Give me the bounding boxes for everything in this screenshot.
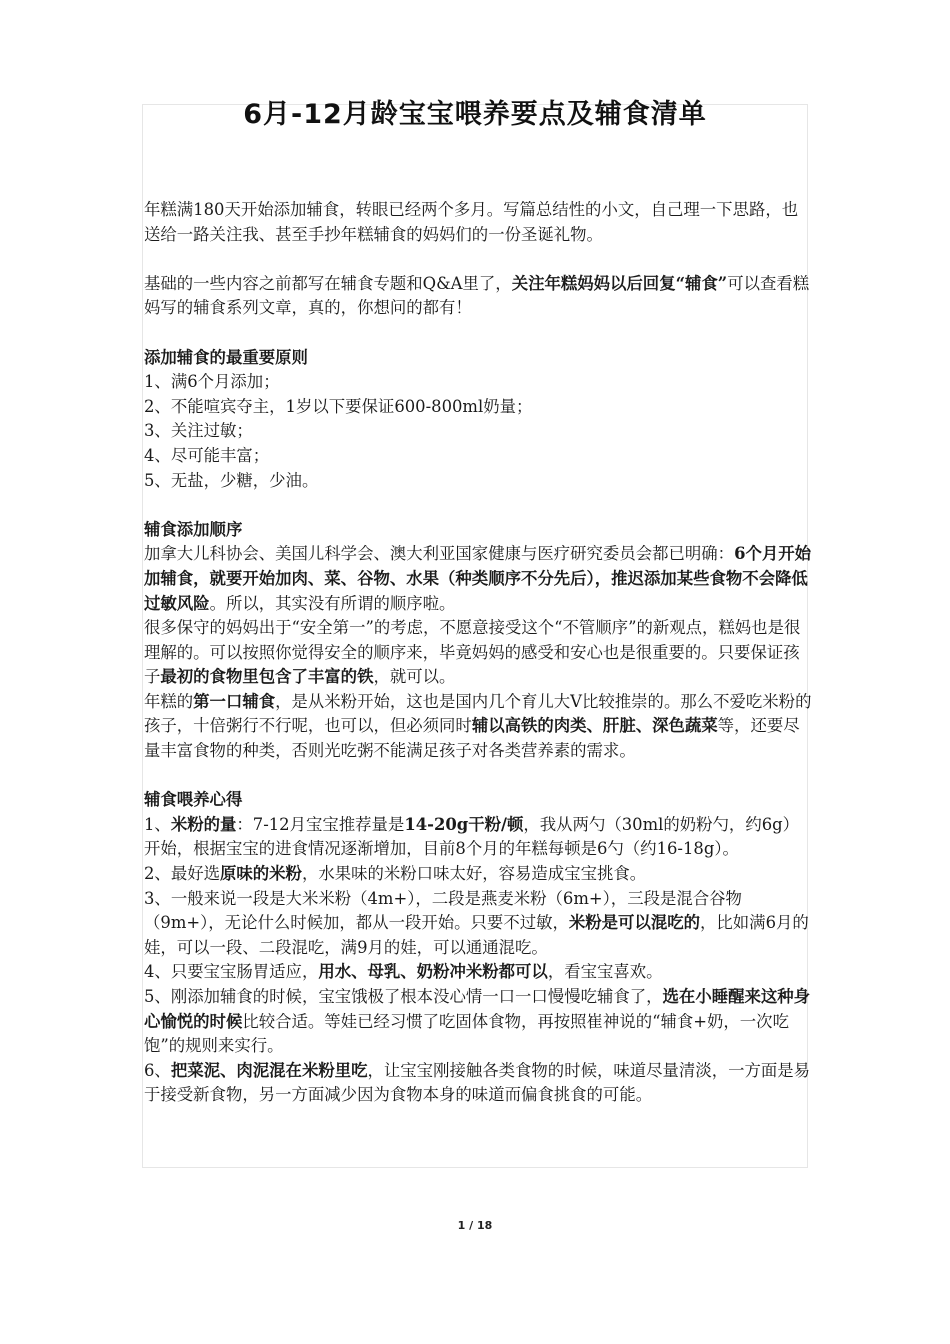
tip-4-text-a: 4、只要宝宝肠胃适应， <box>144 962 319 982</box>
tip-5-text-b: 比较合适。等娃已经习惯了吃固体食物，再按照崔神说的“辅食+奶，一次吃饱”的规则来实行。 <box>144 1011 789 1056</box>
tip-3-text-a: 3、一般来说一段是大米米粉（4m+），二段是燕麦米粉（6m+），三段是混合谷物（9m+），无论什么时候加，都从一段开始。只要不过敏， <box>144 888 742 933</box>
basics-bold: 关注年糕妈妈以后回复“辅食” <box>511 273 728 293</box>
order-p3-text-b: ，是从米粉开始，这也是国内几个育儿大V比较推崇的。那么不爱吃米粉的孩子，十倍粥行不行呢，也可以，但必须同时 <box>144 691 812 736</box>
tip-item-6 <box>144 1059 814 1108</box>
principles-heading: 添加辅食的最重要原则 <box>144 347 308 367</box>
page-indicator: 1 / 18 <box>457 1219 493 1232</box>
tip-2-text-a: 2、最好选 <box>144 864 220 884</box>
tip-item-3 <box>144 887 814 961</box>
tip-1-text-b: ：7-12月宝宝推荐量是 <box>236 814 405 834</box>
tip-4-text-b: ，看宝宝喜欢。 <box>547 962 663 982</box>
tip-1-text-a: 1、 <box>144 814 171 834</box>
principle-item: 3、关注过敏； <box>144 421 253 441</box>
tip-item-2 <box>144 862 814 887</box>
tip-6-text-b: ，让宝宝刚接触各类食物的时候，味道尽量清淡，一方面是易于接受新食物，另一方面减少因为食物本身的味道而偏食挑食的可能。 <box>144 1060 811 1105</box>
order-bold-1: 6个月开始加辅食，就要开始加肉、菜、谷物、水果（种类顺序不分先后），推迟添加某些食物不会降低过敏风险 <box>144 544 812 613</box>
order-p3-text-a: 年糕的 <box>144 691 194 711</box>
order-heading: 辅食添加顺序 <box>144 519 243 539</box>
order-p3-bold-2: 辅以高铁的肉类、肝脏、深色蔬菜 <box>471 716 718 736</box>
principle-item: 4、尽可能丰富； <box>144 445 270 465</box>
tip-2-bold: 原味的米粉 <box>220 864 302 884</box>
principle-item: 1、满6个月添加； <box>144 372 280 392</box>
order-p2-text-a: 很多保守的妈妈出于“安全第一”的考虑，不愿意接受这个“不管顺序”的新观点，糕妈也是很理解的。可以按照你觉得安全的顺序来，毕竟妈妈的感受和安心也是很重要的。只要保证孩子 <box>144 618 801 687</box>
order-paragraph-1 <box>144 542 814 616</box>
tip-item-1 <box>144 813 814 862</box>
document-body <box>144 198 814 1108</box>
basics-text-2: 可以查看糕妈写的辅食系列文章，真的，你想问的都有！ <box>144 273 810 318</box>
tip-1-bold-1: 米粉的量 <box>170 814 237 834</box>
tip-4-bold: 用水、母乳、奶粉冲米粉都可以 <box>318 962 548 982</box>
tip-3-bold: 米粉是可以混吃的 <box>568 913 701 933</box>
tip-6-bold: 把菜泥、肉泥混在米粉里吃 <box>170 1060 368 1080</box>
order-paragraph-2 <box>144 616 814 690</box>
tip-1-bold-2: 14-20g干粉/顿 <box>404 814 524 834</box>
principle-item: 5、无盐，少糖，少油。 <box>144 470 319 490</box>
principle-item: 2、不能喧宾夺主，1岁以下要保证600-800ml奶量； <box>144 396 533 416</box>
tip-6-text-a: 6、 <box>144 1060 171 1080</box>
tips-heading: 辅食喂养心得 <box>144 790 243 810</box>
tip-5-text-a: 5、刚添加辅食的时候，宝宝饿极了根本没心情一口一口慢慢吃辅食了， <box>144 987 663 1006</box>
order-paragraph-3 <box>144 690 814 764</box>
tip-item-4 <box>144 960 814 985</box>
document-title: 6月-12月龄宝宝喂养要点及辅食清单 <box>243 99 707 130</box>
tip-3-text-b: ，比如满6月的娃，可以一段、二段混吃，满9月的娃，可以通通混吃。 <box>144 913 809 957</box>
tip-5-bold: 选在小睡醒来这种身心愉悦的时候 <box>144 987 811 1031</box>
order-after-1: 。所以，其实没有所谓的顺序啦。 <box>209 593 456 613</box>
tip-2-text-b: ，水果味的米粉口味太好，容易造成宝宝挑食。 <box>301 864 647 884</box>
order-p2-text-b: ，就可以。 <box>373 667 456 687</box>
order-p2-bold: 最初的食物里包含了丰富的铁 <box>160 667 374 687</box>
order-p3-text-c: 等，还要尽量丰富食物的种类，否则光吃粥不能满足孩子对各类营养素的需求。 <box>144 716 800 761</box>
tip-item-5 <box>144 985 814 1059</box>
order-p3-bold-1: 第一口辅食 <box>193 691 276 711</box>
order-line-1: 加拿大儿科协会、美国儿科学会、澳大利亚国家健康与医疗研究委员会都已明确： <box>144 544 735 564</box>
tip-1-text-c: ，我从两勺（30ml的奶粉勺，约6g）开始，根据宝宝的进食情况逐渐增加，目前8个月的年糕每顿是6勺（约16-18g）。 <box>144 814 800 859</box>
basics-text-1: 基础的一些内容之前都写在辅食专题和Q&A里了， <box>144 273 512 293</box>
basics-paragraph <box>144 272 814 321</box>
intro-paragraph: 年糕满180天开始添加辅食，转眼已经两个多月。写篇总结性的小文，自己理一下思路，也送给一路关注我、甚至手抄年糕辅食的妈妈们的一份圣诞礼物。 <box>144 200 799 244</box>
